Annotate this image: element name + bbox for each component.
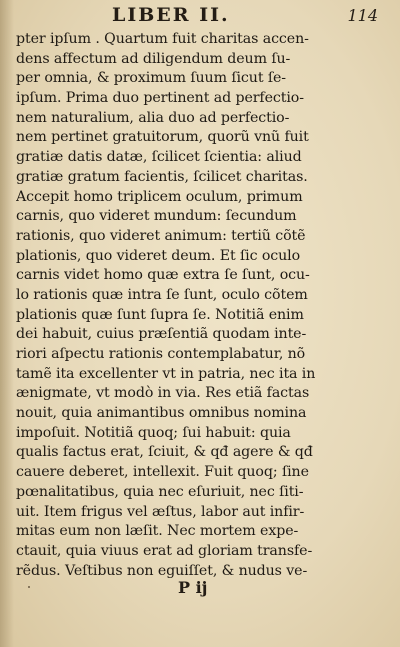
text-line: per omnia, & proximum ſuum ſicut ſe-	[16, 70, 286, 87]
page-gutter-shadow	[0, 0, 14, 647]
text-line: gratiæ gratum facientis, ſcilicet charitas.	[16, 168, 308, 185]
text-line: uit. Item frigus vel æſtus, labor aut infir-	[16, 503, 305, 520]
text-line: plationis, quo videret deum. Et ſic oculo	[16, 247, 301, 264]
page-number: 114	[347, 6, 378, 25]
text-line: rationis, quo videret animum: tertiũ cõtẽ	[16, 227, 306, 244]
text-line: impoſuit. Notitiã quoq; ſui habuit: quia	[16, 424, 291, 441]
text-line: rẽdus. Veſtibus non eguiſſet, & nudus ve-	[16, 562, 308, 579]
page-footer	[0, 578, 400, 602]
page-header	[0, 4, 400, 28]
text-line: tamẽ ita excellenter vt in patria, nec ita in	[16, 365, 316, 382]
text-line: carnis, quo videret mundum: ſecundum	[16, 208, 297, 225]
text-line: ipſum. Prima duo pertinent ad perfectio-	[16, 90, 304, 107]
text-line: Accepit homo triplicem oculum, primum	[16, 188, 303, 205]
body-text	[16, 30, 384, 581]
text-line: nouit, quia animantibus omnibus nomina	[16, 405, 307, 422]
text-line: ænigmate, vt modò in via. Res etiã factas	[16, 385, 310, 402]
text-line: carnis videt homo quæ extra ſe ſunt, ocu-	[16, 267, 310, 284]
text-line: dei habuit, cuius præſentiã quodam inte-	[16, 326, 307, 343]
running-title: LIBER II.	[112, 4, 230, 26]
text-line: mitas eum non læſit. Nec mortem expe-	[16, 523, 299, 540]
text-line: plationis quæ ſunt ſupra ſe. Notitiã enim	[16, 306, 304, 323]
text-line: nem pertinet gratuitorum, quorũ vnũ fuit	[16, 129, 309, 146]
text-line: ctauit, quia viuus erat ad gloriam transfe-	[16, 542, 313, 559]
signature-mark: P ij	[178, 578, 208, 597]
text-line: pœnalitatibus, quia nec eſuriuit, nec ſiti-	[16, 483, 304, 500]
text-line: pter ipſum . Quartum fuit charitas accen-	[16, 31, 309, 47]
text-line: riori aſpectu rationis contemplabatur, nõ	[16, 346, 306, 362]
text-line: gratiæ datis datæ, ſcilicet ſcientia: aliud	[16, 149, 302, 166]
text-line: dens affectum ad diligendum deum ſu-	[16, 50, 291, 67]
margin-mark	[28, 586, 30, 588]
text-line: lo rationis quæ intra ſe ſunt, oculo cõtem	[16, 286, 308, 303]
text-line: qualis factus erat, ſciuit, & qđ agere & qđ	[16, 444, 313, 461]
text-line: nem naturalium, alia duo ad perfectio-	[16, 109, 290, 126]
text-line: cauere deberet, intellexit. Fuit quoq; ſine	[16, 464, 309, 481]
